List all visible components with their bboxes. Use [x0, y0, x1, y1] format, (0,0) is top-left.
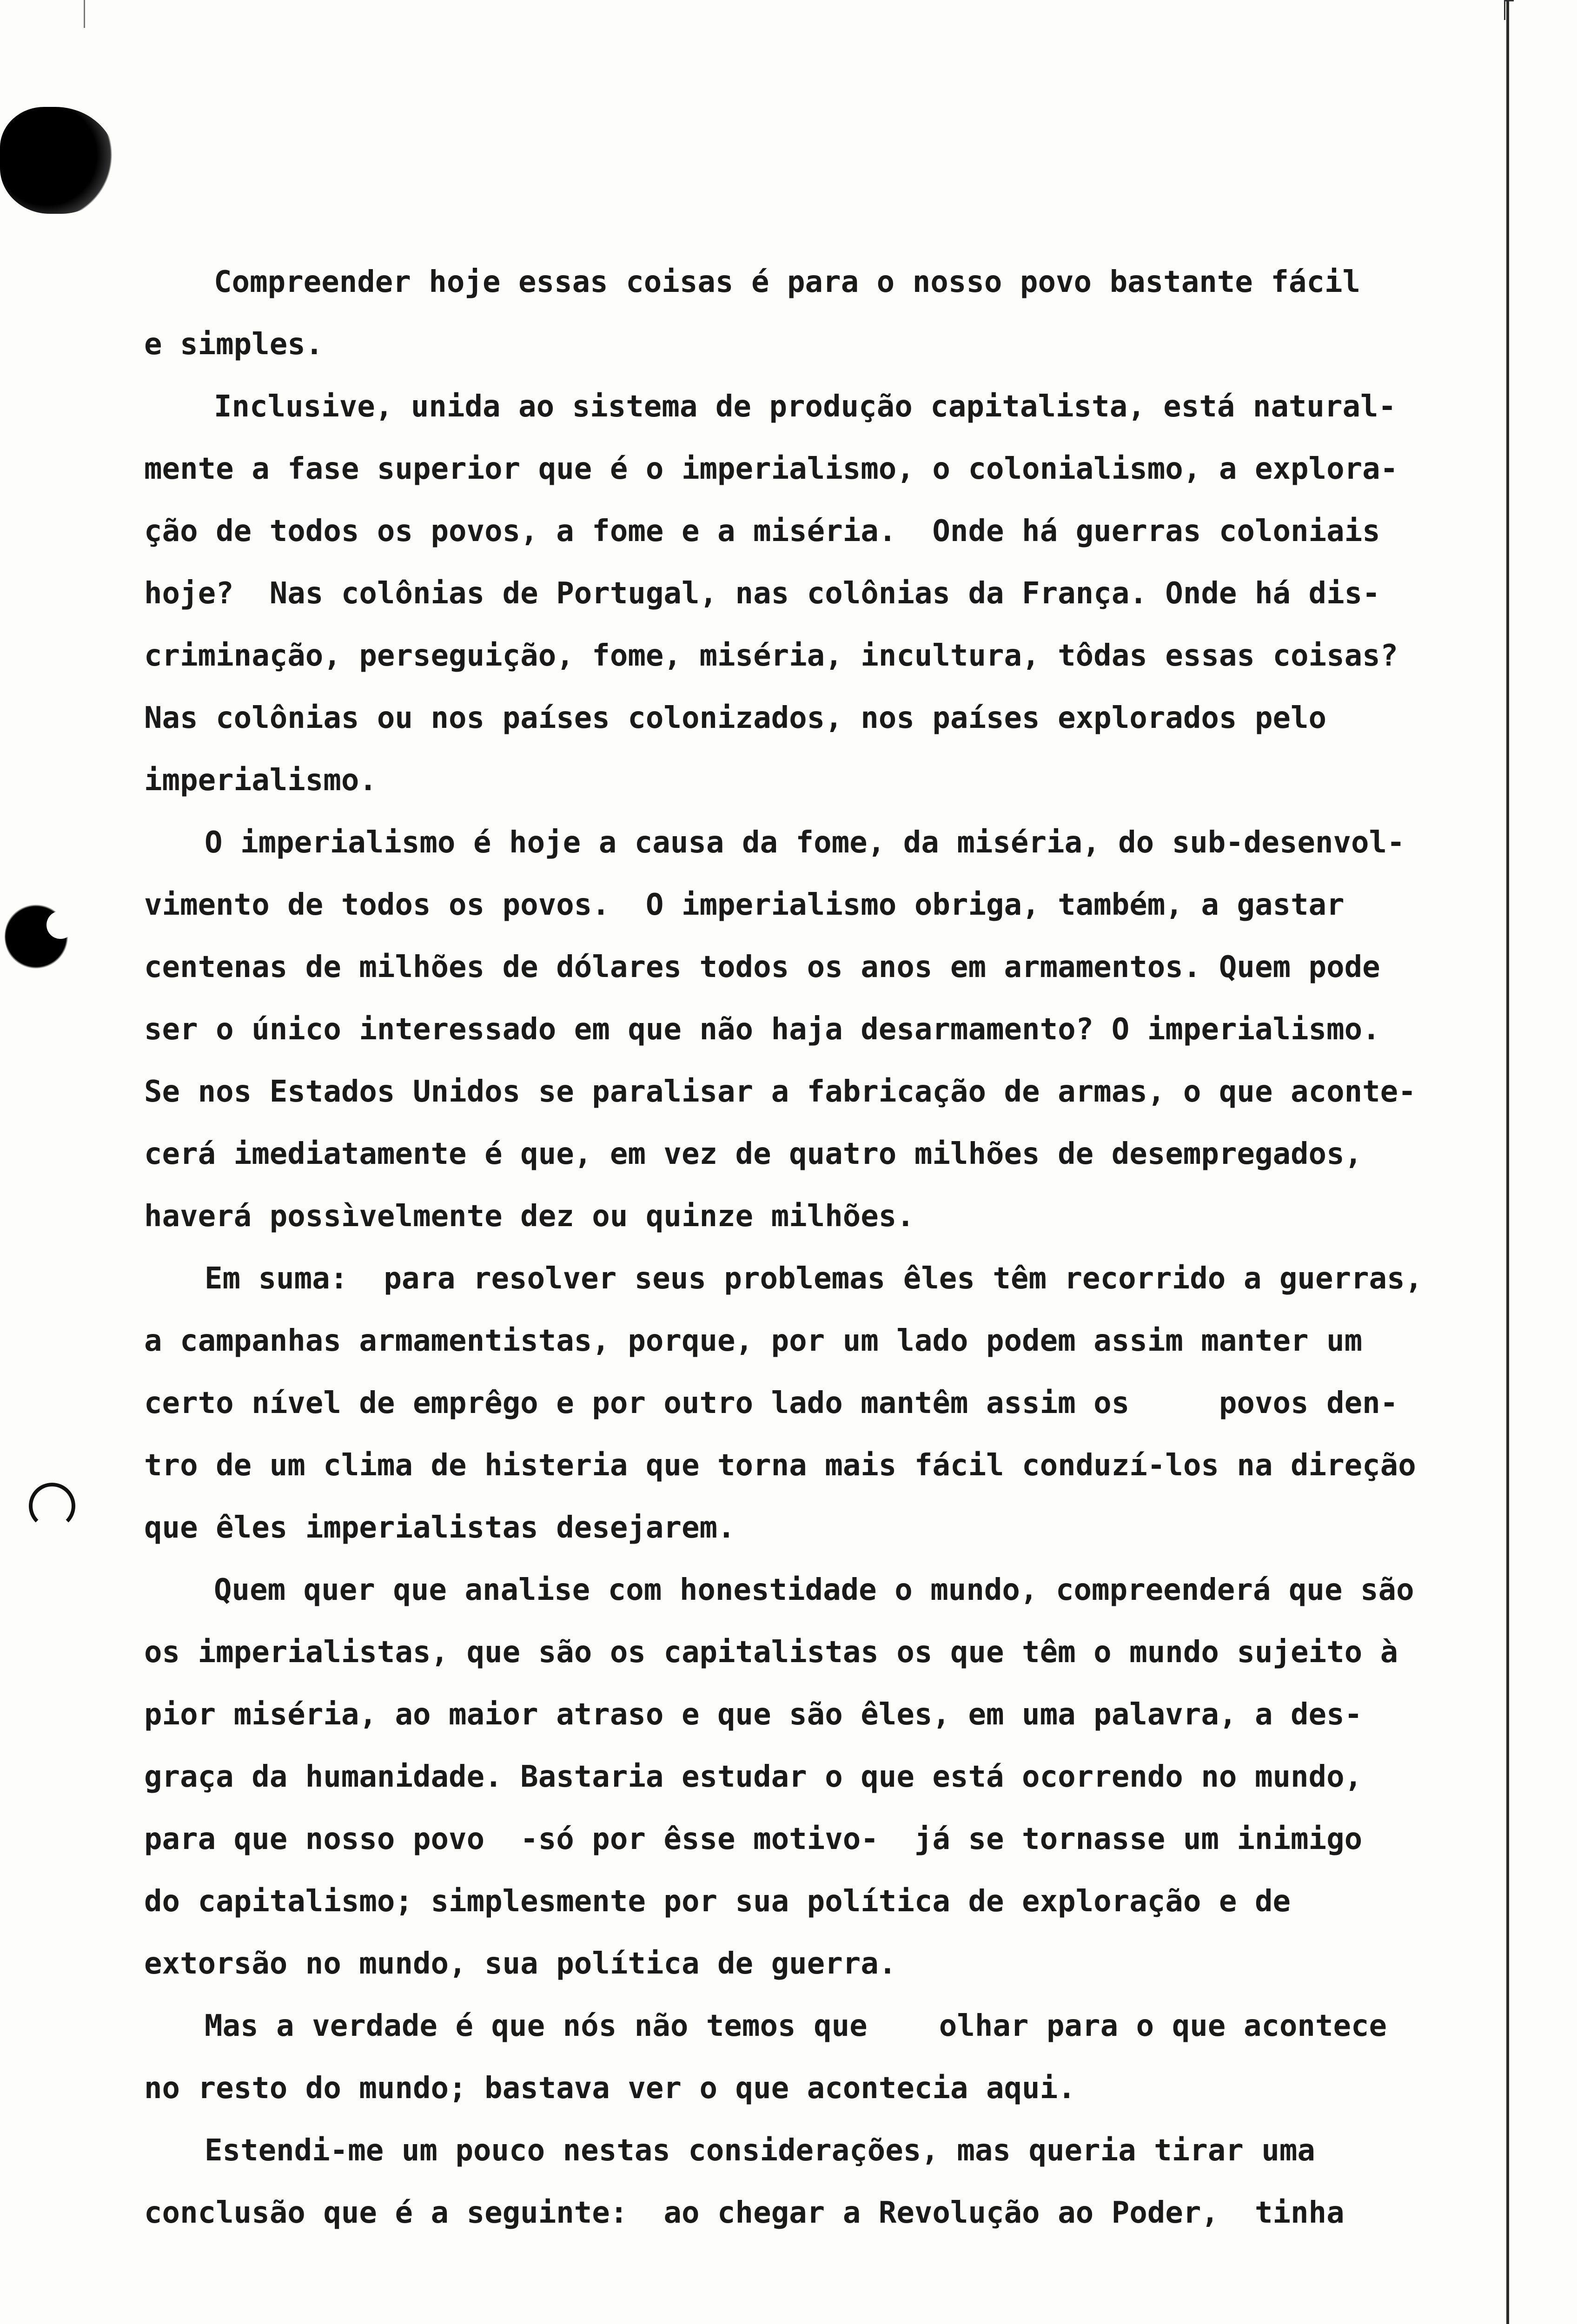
typewritten-text — [144, 251, 1502, 2244]
text-line: que êles imperialistas desejarem. — [144, 1511, 735, 1545]
scan-edge-mark-top-left — [84, 0, 85, 28]
text-line: ser o único interessado em que não haja desarmamento? O imperialismo. — [144, 1012, 1380, 1047]
text-line: e simples. — [144, 327, 324, 362]
text-line: criminação, perseguição, fome, miséria, incultura, tôdas essas coisas? — [144, 639, 1398, 673]
punch-hole-bottom — [29, 1483, 75, 1529]
text-line: pior miséria, ao maior atraso e que são êles, em uma palavra, a des- — [144, 1697, 1363, 1732]
page-frame-right-edge — [1506, 0, 1509, 2324]
text-line: Compreender hoje essas coisas é para o nosso povo bastante fácil — [214, 265, 1360, 299]
text-line: a campanhas armamentistas, porque, por um lado podem assim manter um — [144, 1324, 1363, 1358]
text-line: Em suma: para resolver seus problemas êles têm recorrido a guerras, — [205, 1261, 1423, 1296]
text-line: O imperialismo é hoje a causa da fome, da miséria, do sub-desenvol- — [205, 825, 1405, 860]
text-line: cerá imediatamente é que, em vez de quatro milhões de desempregados, — [144, 1137, 1363, 1171]
text-line: Mas a verdade é que nós não temos que olhar para o que acontece — [205, 2009, 1387, 2043]
text-line: do capitalismo; simplesmente por sua política de exploração e de — [144, 1884, 1291, 1919]
text-line: tro de um clima de histeria que torna mais fácil conduzí-los na direção — [144, 1448, 1416, 1483]
text-line: centenas de milhões de dólares todos os anos em armamentos. Quem pode — [144, 950, 1380, 984]
text-line: mente a fase superior que é o imperialismo, o colonialismo, a explora- — [144, 452, 1398, 486]
text-line: certo nível de emprêgo e por outro lado mantêm assim os povos den- — [144, 1386, 1398, 1420]
text-line: no resto do mundo; bastava ver o que acontecia aqui. — [144, 2071, 1076, 2106]
text-line: haverá possìvelmente dez ou quinze milhões. — [144, 1199, 914, 1234]
text-line: Nas colônias ou nos países colonizados, nos países explorados pelo — [144, 701, 1327, 735]
text-line: graça da humanidade. Bastaria estudar o que está ocorrendo no mundo, — [144, 1760, 1363, 1794]
text-line: extorsão no mundo, sua política de guerra. — [144, 1947, 897, 1981]
text-line: Se nos Estados Unidos se paralisar a fabricação de armas, o que aconte- — [144, 1075, 1416, 1109]
text-line: ção de todos os povos, a fome e a miséria. Onde há guerras coloniais — [144, 514, 1380, 548]
text-line: Quem quer que analise com honestidade o mundo, compreenderá que são — [214, 1573, 1414, 1607]
text-line: imperialismo. — [144, 763, 377, 798]
text-line: hoje? Nas colônias de Portugal, nas colônias da França. Onde há dis- — [144, 576, 1380, 611]
text-line: Inclusive, unida ao sistema de produção capitalista, está natural- — [214, 390, 1397, 424]
text-line: vimento de todos os povos. O imperialismo obriga, também, a gastar — [144, 888, 1345, 922]
text-line: os imperialistas, que são os capitalistas os que têm o mundo sujeito à — [144, 1635, 1398, 1670]
text-line: conclusão que é a seguinte: ao chegar a Revolução ao Poder, tinha — [144, 2196, 1345, 2230]
text-line: Estendi-me um pouco nestas considerações, mas queria tirar uma — [205, 2133, 1315, 2168]
punch-hole-middle-highlight — [46, 911, 74, 939]
text-line: para que nosso povo -só por êsse motivo- já se tornasse um inimigo — [144, 1822, 1363, 1856]
punch-hole-top — [0, 107, 116, 214]
